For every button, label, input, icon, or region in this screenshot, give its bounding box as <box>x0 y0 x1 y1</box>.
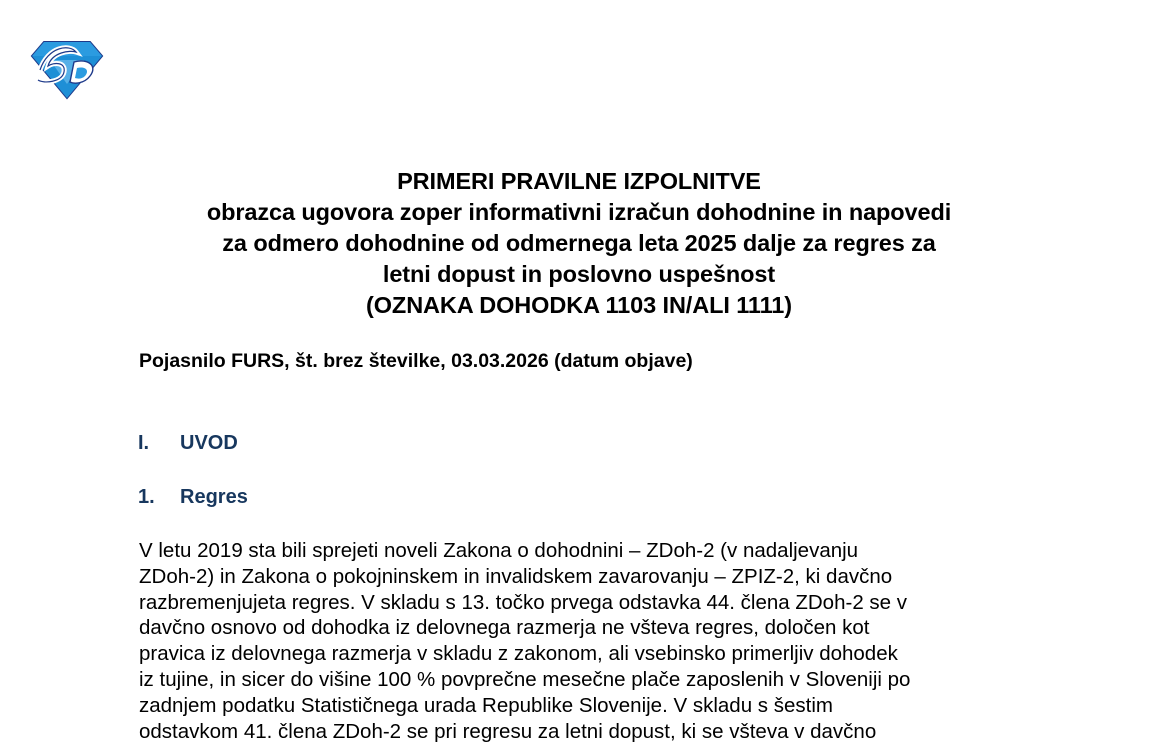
paragraph-line: davčno osnovo od dohodka iz delovnega razmerja ne všteva regres, določen kot <box>139 616 870 640</box>
title-line-5: (OZNAKA DOHODKA 1103 IN/ALI 1111) <box>366 292 792 318</box>
section-label: Regres <box>180 486 248 508</box>
paragraph-line: odstavkom 41. člena ZDoh-2 se pri regresu za letni dopust, ki se všteva v davčno <box>139 719 877 743</box>
section-label: UVOD <box>180 432 238 454</box>
paragraph-line: pravica iz delovnega razmerja v skladu z zakonom, ali vsebinsko primerljiv dohodek <box>139 642 898 666</box>
title-line-1: PRIMERI PRAVILNE IZPOLNITVE <box>397 168 761 194</box>
paragraph-line: ZDoh-2) in Zakona o pokojninskem in invalidskem zavarovanju – ZPIZ-2, ki davčno <box>139 564 893 588</box>
title-line-2: obrazca ugovora zoper informativni izračun dohodnine in napovedi <box>206 199 952 225</box>
diamond-logo-icon <box>30 40 104 100</box>
section-number: 1. <box>138 486 155 508</box>
paragraph-line: zadnjem podatku Statističnega urada Republike Slovenije. V skladu s šestim <box>139 693 833 717</box>
body-paragraph <box>139 538 1020 743</box>
title-line-3: za odmero dohodnine od odmernega leta 2025 dalje za regres za <box>222 230 936 256</box>
document-title <box>139 166 1019 321</box>
title-line-4: letni dopust in poslovno uspešnost <box>382 261 776 287</box>
document-subtitle: Pojasnilo FURS, št. brez številke, 03.03.2026 (datum objave) <box>139 350 693 372</box>
section-heading-uvod <box>138 430 238 456</box>
section-number: I. <box>138 432 150 454</box>
paragraph-line: iz tujine, in sicer do višine 100 % povprečne mesečne plače zaposlenih v Sloveniji po <box>139 667 911 691</box>
paragraph-line: V letu 2019 sta bili sprejeti noveli Zakona o dohodnini – ZDoh-2 (v nadaljevanju <box>139 539 859 562</box>
paragraph-line: razbremenjujeta regres. V skladu s 13. točko prvega odstavka 44. člena ZDoh-2 se v <box>139 590 908 614</box>
section-heading-regres <box>138 484 248 510</box>
